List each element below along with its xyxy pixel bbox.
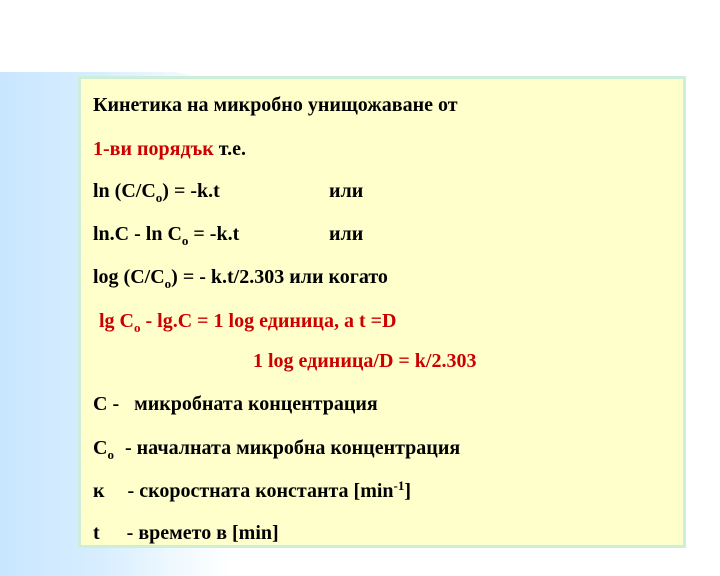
def1-symbol: C - — [93, 393, 120, 415]
eq1-part-b: ) = -k.t — [162, 180, 220, 202]
def3-content — [128, 480, 412, 502]
eq3-subscript: o — [164, 276, 172, 291]
def3-symbol: к — [93, 480, 105, 502]
def1-text: микробната концентрация — [134, 393, 378, 415]
def2-text: - началната микробна концентрация — [124, 437, 461, 459]
eq3-part-b: ) = - k.t/2.303 или когато — [171, 266, 388, 288]
eq5-text: 1 log единица/D = k/2.303 — [253, 350, 477, 372]
def2-symbol: C — [93, 437, 108, 459]
def3-text: - скоростната константа [min — [127, 480, 394, 502]
equation-2 — [93, 222, 239, 246]
content-panel — [78, 76, 686, 548]
eq2-or: или — [329, 223, 364, 245]
def2-subscript: o — [107, 447, 114, 462]
eq2-part-a: ln.C - ln C — [93, 223, 182, 245]
eq1-or: или — [329, 180, 364, 202]
def3-superscript: -1 — [393, 478, 405, 493]
equation-4 — [99, 309, 396, 333]
definition-c — [93, 392, 378, 416]
definition-t — [93, 521, 279, 545]
eq2-subscript: o — [181, 233, 189, 248]
equation-2-or — [329, 222, 363, 246]
eq4-part-b: - lg.C = 1 log единица — [140, 310, 334, 332]
definition-co — [93, 436, 460, 460]
definition-k — [93, 479, 411, 503]
equation-5 — [253, 349, 476, 373]
equation-1-or — [329, 179, 363, 203]
title-text: Кинетика на микробно унищожаване от — [93, 94, 458, 116]
def4-text: - времето в [min] — [126, 522, 279, 544]
title-line-2 — [93, 137, 246, 161]
title-line-1 — [93, 93, 458, 117]
eq4-part-a: lg C — [99, 310, 134, 332]
def4-symbol: t — [93, 522, 100, 544]
eq4-part-c: , а t =D — [333, 310, 397, 332]
eq1-subscript: o — [155, 190, 163, 205]
title-line-2-rest: т.е. — [213, 138, 246, 160]
eq4-subscript: o — [134, 320, 141, 335]
eq3-part-a: log (C/C — [93, 266, 165, 288]
eq1-part-a: ln (C/C — [93, 180, 156, 202]
eq2-part-b: = -k.t — [188, 223, 240, 245]
equation-1 — [93, 179, 220, 203]
def3-end: ] — [404, 480, 412, 502]
order-highlight: 1-ви порядък — [93, 138, 214, 160]
equation-3 — [93, 265, 388, 289]
